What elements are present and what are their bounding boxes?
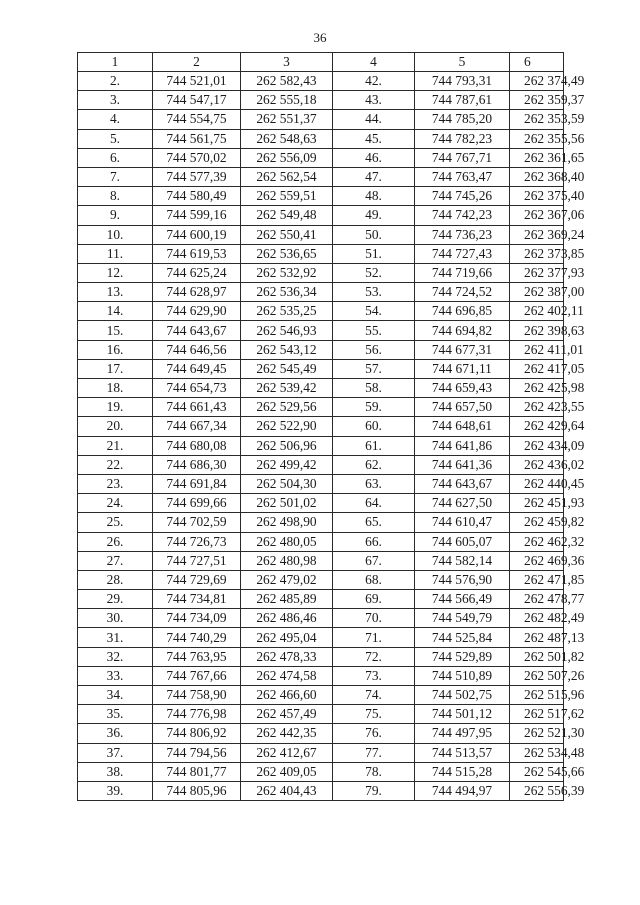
table-cell: 61. xyxy=(333,436,415,455)
table-cell: 45. xyxy=(333,129,415,148)
table-cell: 31. xyxy=(78,628,153,647)
table-cell: 27. xyxy=(78,551,153,570)
table-cell: 51. xyxy=(333,244,415,263)
table-row xyxy=(78,551,564,570)
table-cell: 262 551,37 xyxy=(241,110,333,129)
column-header: 3 xyxy=(241,53,333,72)
table-cell: 262 417,05 xyxy=(510,359,564,378)
table-cell: 744 680,08 xyxy=(153,436,241,455)
table-cell: 39. xyxy=(78,781,153,800)
table-cell: 35. xyxy=(78,705,153,724)
table-cell: 29. xyxy=(78,590,153,609)
table-row xyxy=(78,129,564,148)
table-cell: 262 412,67 xyxy=(241,743,333,762)
table-cell: 262 486,46 xyxy=(241,609,333,628)
table-cell: 78. xyxy=(333,762,415,781)
table-cell: 744 734,81 xyxy=(153,590,241,609)
table-cell: 744 724,52 xyxy=(415,283,510,302)
table-cell: 262 471,85 xyxy=(510,570,564,589)
table-cell: 7. xyxy=(78,167,153,186)
table-cell: 744 643,67 xyxy=(153,321,241,340)
table-cell: 262 562,54 xyxy=(241,167,333,186)
table-cell: 744 776,98 xyxy=(153,705,241,724)
table-row xyxy=(78,379,564,398)
table-cell: 262 457,49 xyxy=(241,705,333,724)
table-cell: 262 559,51 xyxy=(241,187,333,206)
table-cell: 744 646,56 xyxy=(153,340,241,359)
column-header: 1 xyxy=(78,53,153,72)
table-cell: 70. xyxy=(333,609,415,628)
table-cell: 262 480,05 xyxy=(241,532,333,551)
table-cell: 744 628,97 xyxy=(153,283,241,302)
table-cell: 744 793,31 xyxy=(415,72,510,91)
table-cell: 16. xyxy=(78,340,153,359)
coordinates-table xyxy=(77,52,585,801)
column-header: 5 xyxy=(415,53,510,72)
table-cell: 262 529,56 xyxy=(241,398,333,417)
table-cell: 66. xyxy=(333,532,415,551)
table-cell: 10. xyxy=(78,225,153,244)
table-cell: 744 734,09 xyxy=(153,609,241,628)
table-cell: 79. xyxy=(333,781,415,800)
table-cell: 22. xyxy=(78,455,153,474)
table-cell: 28. xyxy=(78,570,153,589)
table-cell: 744 561,75 xyxy=(153,129,241,148)
table-cell: 75. xyxy=(333,705,415,724)
table-row xyxy=(78,91,564,110)
table-row xyxy=(78,532,564,551)
table-cell: 19. xyxy=(78,398,153,417)
table-cell: 46. xyxy=(333,148,415,167)
table-cell: 744 727,51 xyxy=(153,551,241,570)
table-cell: 262 582,43 xyxy=(241,72,333,91)
table-cell: 744 763,47 xyxy=(415,167,510,186)
table-cell: 262 521,30 xyxy=(510,724,564,743)
table-row xyxy=(78,455,564,474)
table-row xyxy=(78,302,564,321)
table-cell: 744 605,07 xyxy=(415,532,510,551)
table-cell: 744 577,39 xyxy=(153,167,241,186)
table-cell: 262 545,49 xyxy=(241,359,333,378)
table-cell: 262 478,77 xyxy=(510,590,564,609)
table-cell: 262 436,02 xyxy=(510,455,564,474)
table-cell: 744 745,26 xyxy=(415,187,510,206)
table-cell: 744 582,14 xyxy=(415,551,510,570)
table-cell: 262 374,49 xyxy=(510,72,564,91)
table-cell: 744 677,31 xyxy=(415,340,510,359)
table-row xyxy=(78,628,564,647)
table-cell: 744 643,67 xyxy=(415,474,510,493)
table-row xyxy=(78,283,564,302)
table-cell: 744 726,73 xyxy=(153,532,241,551)
table-cell: 262 495,04 xyxy=(241,628,333,647)
table-cell: 744 599,16 xyxy=(153,206,241,225)
table-cell: 11. xyxy=(78,244,153,263)
table-cell: 47. xyxy=(333,167,415,186)
table-row xyxy=(78,705,564,724)
table-cell: 58. xyxy=(333,379,415,398)
table-cell: 26. xyxy=(78,532,153,551)
table-cell: 25. xyxy=(78,513,153,532)
table-cell: 744 629,90 xyxy=(153,302,241,321)
table-cell: 37. xyxy=(78,743,153,762)
table-cell: 262 487,13 xyxy=(510,628,564,647)
table-cell: 744 719,66 xyxy=(415,263,510,282)
table-cell: 744 497,95 xyxy=(415,724,510,743)
table-cell: 262 515,96 xyxy=(510,686,564,705)
table-cell: 744 576,90 xyxy=(415,570,510,589)
table-cell: 52. xyxy=(333,263,415,282)
table-cell: 262 434,09 xyxy=(510,436,564,455)
table-cell: 744 501,12 xyxy=(415,705,510,724)
table-cell: 12. xyxy=(78,263,153,282)
table-cell: 23. xyxy=(78,474,153,493)
table-cell: 744 667,34 xyxy=(153,417,241,436)
table-row xyxy=(78,436,564,455)
table-cell: 744 570,02 xyxy=(153,148,241,167)
table-cell: 262 367,06 xyxy=(510,206,564,225)
column-header: 6 xyxy=(510,53,564,72)
table-cell: 72. xyxy=(333,647,415,666)
table-cell: 18. xyxy=(78,379,153,398)
table-cell: 2. xyxy=(78,72,153,91)
table-cell: 744 641,36 xyxy=(415,455,510,474)
table-row xyxy=(78,666,564,685)
table-cell: 744 696,85 xyxy=(415,302,510,321)
table-cell: 744 494,97 xyxy=(415,781,510,800)
table-cell: 262 451,93 xyxy=(510,494,564,513)
table-cell: 744 794,56 xyxy=(153,743,241,762)
table-cell: 262 479,02 xyxy=(241,570,333,589)
table-cell: 744 767,66 xyxy=(153,666,241,685)
table-row xyxy=(78,72,564,91)
table-row xyxy=(78,263,564,282)
table-row xyxy=(78,359,564,378)
table-row xyxy=(78,244,564,263)
table-cell: 262 375,40 xyxy=(510,187,564,206)
table-header-row xyxy=(78,53,564,72)
table-cell: 262 353,59 xyxy=(510,110,564,129)
table-row xyxy=(78,762,564,781)
table-cell: 67. xyxy=(333,551,415,570)
table-cell: 4. xyxy=(78,110,153,129)
table-cell: 744 694,82 xyxy=(415,321,510,340)
table-cell: 744 699,66 xyxy=(153,494,241,513)
table-cell: 262 504,30 xyxy=(241,474,333,493)
table-cell: 744 742,23 xyxy=(415,206,510,225)
table-cell: 8. xyxy=(78,187,153,206)
table-cell: 744 654,73 xyxy=(153,379,241,398)
table-cell: 744 806,92 xyxy=(153,724,241,743)
table-cell: 262 506,96 xyxy=(241,436,333,455)
table-cell: 262 355,56 xyxy=(510,129,564,148)
table-cell: 13. xyxy=(78,283,153,302)
table-cell: 262 359,37 xyxy=(510,91,564,110)
table-cell: 68. xyxy=(333,570,415,589)
table-row xyxy=(78,474,564,493)
table-cell: 55. xyxy=(333,321,415,340)
table-cell: 21. xyxy=(78,436,153,455)
table-cell: 5. xyxy=(78,129,153,148)
table-cell: 262 556,39 xyxy=(510,781,564,800)
table-cell: 744 767,71 xyxy=(415,148,510,167)
table-cell: 262 539,42 xyxy=(241,379,333,398)
table-cell: 744 580,49 xyxy=(153,187,241,206)
table-cell: 744 549,79 xyxy=(415,609,510,628)
table-cell: 20. xyxy=(78,417,153,436)
table-cell: 744 736,23 xyxy=(415,225,510,244)
table-cell: 9. xyxy=(78,206,153,225)
table-cell: 744 510,89 xyxy=(415,666,510,685)
table-cell: 262 387,00 xyxy=(510,283,564,302)
table-cell: 744 521,01 xyxy=(153,72,241,91)
table-cell: 77. xyxy=(333,743,415,762)
table-row xyxy=(78,398,564,417)
page-number: 36 xyxy=(313,30,327,45)
table-row xyxy=(78,417,564,436)
table-row xyxy=(78,494,564,513)
table-cell: 262 480,98 xyxy=(241,551,333,570)
table-cell: 744 547,17 xyxy=(153,91,241,110)
table-cell: 262 368,40 xyxy=(510,167,564,186)
table-cell: 73. xyxy=(333,666,415,685)
table-cell: 3. xyxy=(78,91,153,110)
table-row xyxy=(78,513,564,532)
table-cell: 262 409,05 xyxy=(241,762,333,781)
table-cell: 262 474,58 xyxy=(241,666,333,685)
table-cell: 69. xyxy=(333,590,415,609)
table-cell: 30. xyxy=(78,609,153,628)
table-row xyxy=(78,570,564,589)
table-row xyxy=(78,110,564,129)
table-cell: 62. xyxy=(333,455,415,474)
table-cell: 262 549,48 xyxy=(241,206,333,225)
table-cell: 262 485,89 xyxy=(241,590,333,609)
table-cell: 262 402,11 xyxy=(510,302,564,321)
column-header: 2 xyxy=(153,53,241,72)
table-cell: 15. xyxy=(78,321,153,340)
table-cell: 262 536,65 xyxy=(241,244,333,263)
table-row xyxy=(78,187,564,206)
table-cell: 262 482,49 xyxy=(510,609,564,628)
table-cell: 744 600,19 xyxy=(153,225,241,244)
table-cell: 744 805,96 xyxy=(153,781,241,800)
table-cell: 262 478,33 xyxy=(241,647,333,666)
table-cell: 76. xyxy=(333,724,415,743)
table-cell: 36. xyxy=(78,724,153,743)
table-cell: 262 466,60 xyxy=(241,686,333,705)
table-cell: 744 641,86 xyxy=(415,436,510,455)
table-cell: 262 522,90 xyxy=(241,417,333,436)
table-cell: 57. xyxy=(333,359,415,378)
table-cell: 43. xyxy=(333,91,415,110)
table-cell: 262 498,90 xyxy=(241,513,333,532)
column-header: 4 xyxy=(333,53,415,72)
table-cell: 744 566,49 xyxy=(415,590,510,609)
table-cell: 56. xyxy=(333,340,415,359)
table-cell: 744 691,84 xyxy=(153,474,241,493)
table-cell: 744 627,50 xyxy=(415,494,510,513)
table-cell: 262 429,64 xyxy=(510,417,564,436)
table-row xyxy=(78,225,564,244)
table-cell: 744 619,53 xyxy=(153,244,241,263)
table-row xyxy=(78,206,564,225)
table-cell: 262 499,42 xyxy=(241,455,333,474)
table-cell: 54. xyxy=(333,302,415,321)
table-cell: 262 507,26 xyxy=(510,666,564,685)
table-cell: 262 469,36 xyxy=(510,551,564,570)
table-cell: 744 525,84 xyxy=(415,628,510,647)
table-cell: 262 545,66 xyxy=(510,762,564,781)
table-cell: 744 513,57 xyxy=(415,743,510,762)
table-row xyxy=(78,781,564,800)
table-cell: 262 462,32 xyxy=(510,532,564,551)
table-cell: 59. xyxy=(333,398,415,417)
table-cell: 262 425,98 xyxy=(510,379,564,398)
table-cell: 63. xyxy=(333,474,415,493)
table-cell: 60. xyxy=(333,417,415,436)
table-cell: 744 659,43 xyxy=(415,379,510,398)
table-cell: 262 501,82 xyxy=(510,647,564,666)
table-row xyxy=(78,609,564,628)
table-cell: 262 501,02 xyxy=(241,494,333,513)
table-row xyxy=(78,686,564,705)
table-cell: 74. xyxy=(333,686,415,705)
table-cell: 744 554,75 xyxy=(153,110,241,129)
table-cell: 262 534,48 xyxy=(510,743,564,762)
table-row xyxy=(78,321,564,340)
table-cell: 50. xyxy=(333,225,415,244)
table-row xyxy=(78,590,564,609)
table-cell: 262 377,93 xyxy=(510,263,564,282)
table-cell: 262 556,09 xyxy=(241,148,333,167)
table-cell: 744 502,75 xyxy=(415,686,510,705)
table-cell: 744 686,30 xyxy=(153,455,241,474)
table-cell: 262 548,63 xyxy=(241,129,333,148)
table-cell: 6. xyxy=(78,148,153,167)
table-cell: 262 532,92 xyxy=(241,263,333,282)
table-cell: 262 546,93 xyxy=(241,321,333,340)
table-cell: 262 373,85 xyxy=(510,244,564,263)
table-cell: 262 398,63 xyxy=(510,321,564,340)
table-cell: 32. xyxy=(78,647,153,666)
table-cell: 744 787,61 xyxy=(415,91,510,110)
table-cell: 744 740,29 xyxy=(153,628,241,647)
table-cell: 48. xyxy=(333,187,415,206)
table-row xyxy=(78,340,564,359)
table-cell: 744 763,95 xyxy=(153,647,241,666)
table-cell: 744 785,20 xyxy=(415,110,510,129)
table-cell: 744 702,59 xyxy=(153,513,241,532)
table-row xyxy=(78,743,564,762)
table-cell: 262 369,24 xyxy=(510,225,564,244)
table-cell: 53. xyxy=(333,283,415,302)
table-row xyxy=(78,148,564,167)
table-cell: 262 543,12 xyxy=(241,340,333,359)
table-body xyxy=(78,72,585,801)
table-cell: 44. xyxy=(333,110,415,129)
table-cell: 49. xyxy=(333,206,415,225)
table-cell: 38. xyxy=(78,762,153,781)
table-cell: 744 801,77 xyxy=(153,762,241,781)
table-cell: 71. xyxy=(333,628,415,647)
table-row xyxy=(78,724,564,743)
table-cell: 262 440,45 xyxy=(510,474,564,493)
table-cell: 42. xyxy=(333,72,415,91)
table-cell: 744 529,89 xyxy=(415,647,510,666)
table-cell: 64. xyxy=(333,494,415,513)
table-cell: 262 442,35 xyxy=(241,724,333,743)
table-cell: 744 729,69 xyxy=(153,570,241,589)
table-cell: 34. xyxy=(78,686,153,705)
table-cell: 744 758,90 xyxy=(153,686,241,705)
table-cell: 17. xyxy=(78,359,153,378)
table-cell: 262 411,01 xyxy=(510,340,564,359)
table-cell: 24. xyxy=(78,494,153,513)
table-row xyxy=(78,167,564,186)
table-cell: 744 657,50 xyxy=(415,398,510,417)
table-cell: 744 661,43 xyxy=(153,398,241,417)
table-cell: 744 782,23 xyxy=(415,129,510,148)
table-cell: 262 550,41 xyxy=(241,225,333,244)
table-cell: 262 555,18 xyxy=(241,91,333,110)
table-cell: 65. xyxy=(333,513,415,532)
table-row xyxy=(78,647,564,666)
table-cell: 744 610,47 xyxy=(415,513,510,532)
table-cell: 262 423,55 xyxy=(510,398,564,417)
table-cell: 744 515,28 xyxy=(415,762,510,781)
table-cell: 262 536,34 xyxy=(241,283,333,302)
table-cell: 262 404,43 xyxy=(241,781,333,800)
table-cell: 262 535,25 xyxy=(241,302,333,321)
table-cell: 744 649,45 xyxy=(153,359,241,378)
table-cell: 14. xyxy=(78,302,153,321)
table-cell: 744 625,24 xyxy=(153,263,241,282)
table-cell: 33. xyxy=(78,666,153,685)
table-cell: 262 361,65 xyxy=(510,148,564,167)
table-cell: 744 648,61 xyxy=(415,417,510,436)
table-cell: 744 671,11 xyxy=(415,359,510,378)
table-cell: 744 727,43 xyxy=(415,244,510,263)
table-cell: 262 459,82 xyxy=(510,513,564,532)
table-cell: 262 517,62 xyxy=(510,705,564,724)
